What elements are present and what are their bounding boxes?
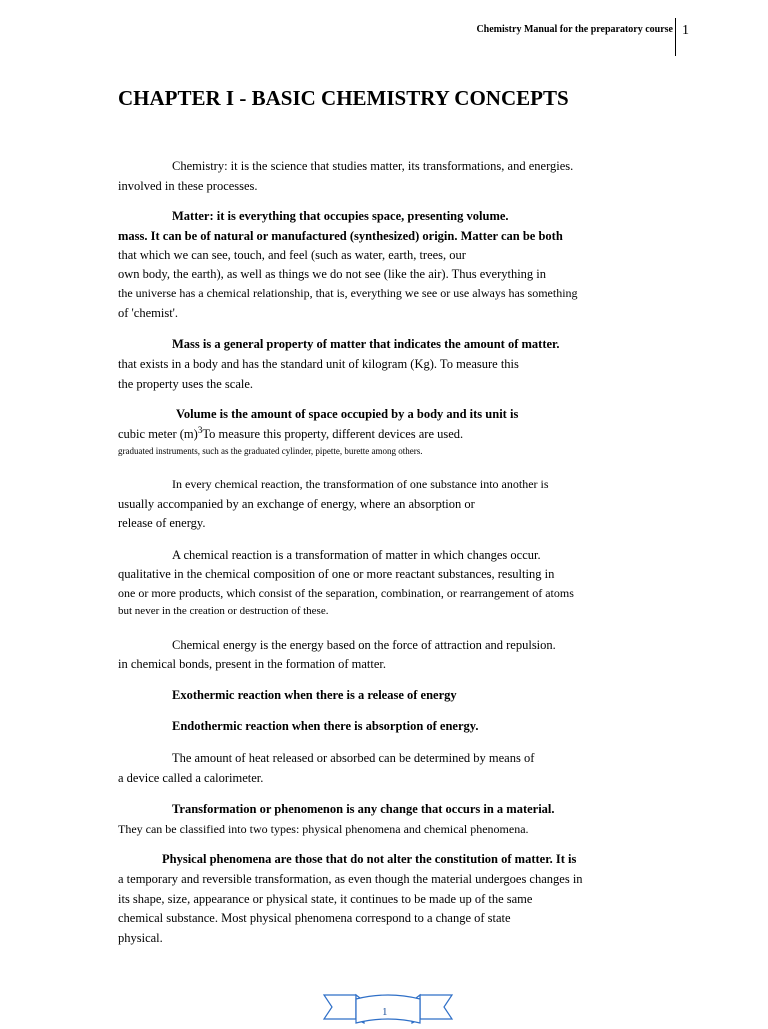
text-line: A chemical reaction is a transformation of matter in which changes occur. bbox=[172, 548, 541, 562]
text-fragment: To measure this property, different devices are used. bbox=[202, 427, 464, 441]
text-fragment: cubic meter (m) bbox=[118, 427, 198, 441]
header-page-number: 1 bbox=[682, 23, 689, 38]
text-line: qualitative in the chemical composition of one or more reactant substances, resulting in bbox=[118, 567, 555, 581]
text-line: Physical phenomena are those that do not alter the constitution of matter. It is bbox=[162, 852, 577, 866]
text-line bbox=[118, 424, 464, 442]
text-line: graduated instruments, such as the graduated cylinder, pipette, burette among others. bbox=[118, 446, 423, 456]
header-divider bbox=[675, 18, 676, 56]
text-line: own body, the earth), as well as things we do not see (like the air). Thus everything in bbox=[118, 267, 547, 281]
chapter-title: CHAPTER I - BASIC CHEMISTRY CONCEPTS bbox=[118, 86, 569, 110]
running-header-title: Chemistry Manual for the preparatory course bbox=[476, 24, 673, 35]
text-line: Transformation or phenomenon is any change that occurs in a material. bbox=[172, 802, 555, 816]
text-line: Matter: it is everything that occupies space, presenting volume. bbox=[172, 209, 509, 223]
text-line: involved in these processes. bbox=[118, 179, 258, 193]
text-line: Chemistry: it is the science that studies matter, its transformations, and energies. bbox=[172, 159, 574, 173]
text-line: Chemical energy is the energy based on the force of attraction and repulsion. bbox=[172, 638, 556, 652]
text-line: physical. bbox=[118, 931, 163, 945]
footer-page-number: 1 bbox=[382, 1006, 388, 1018]
text-line: the universe has a chemical relationship, that is, everything we see or use always has something bbox=[118, 286, 578, 300]
superscript: 3 bbox=[197, 424, 203, 435]
text-line: Mass is a general property of matter that indicates the amount of matter. bbox=[172, 337, 560, 351]
text-line: In every chemical reaction, the transformation of one substance into another is bbox=[172, 477, 549, 491]
text-line: a device called a calorimeter. bbox=[118, 771, 264, 785]
text-line: its shape, size, appearance or physical state, it continues to be made up of the same bbox=[118, 892, 533, 906]
text-line: the property uses the scale. bbox=[118, 377, 254, 391]
text-line: but never in the creation or destruction of these. bbox=[118, 605, 329, 617]
text-line: usually accompanied by an exchange of energy, where an absorption or bbox=[118, 497, 475, 511]
text-line: release of energy. bbox=[118, 516, 206, 530]
text-line: Volume is the amount of space occupied by a body and its unit is bbox=[176, 407, 519, 421]
text-line: one or more products, which consist of the separation, combination, or rearrangement of atoms bbox=[118, 586, 574, 600]
text-line: in chemical bonds, present in the formation of matter. bbox=[118, 657, 386, 671]
text-line: a temporary and reversible transformation, as even though the material undergoes changes in bbox=[118, 872, 583, 886]
text-line: chemical substance. Most physical phenomena correspond to a change of state bbox=[118, 911, 511, 925]
text-line: The amount of heat released or absorbed can be determined by means of bbox=[172, 751, 535, 765]
text-line: of 'chemist'. bbox=[118, 306, 179, 320]
text-line: Endothermic reaction when there is absorption of energy. bbox=[172, 719, 479, 733]
text-line: mass. It can be of natural or manufactured (synthesized) origin. Matter can be both bbox=[118, 229, 563, 243]
text-line: that exists in a body and has the standard unit of kilogram (Kg). To measure this bbox=[118, 357, 519, 371]
text-line: that which we can see, touch, and feel (such as water, earth, trees, our bbox=[118, 248, 466, 262]
text-line: They can be classified into two types: physical phenomena and chemical phenomena. bbox=[118, 822, 529, 836]
text-line: Exothermic reaction when there is a release of energy bbox=[172, 688, 457, 702]
